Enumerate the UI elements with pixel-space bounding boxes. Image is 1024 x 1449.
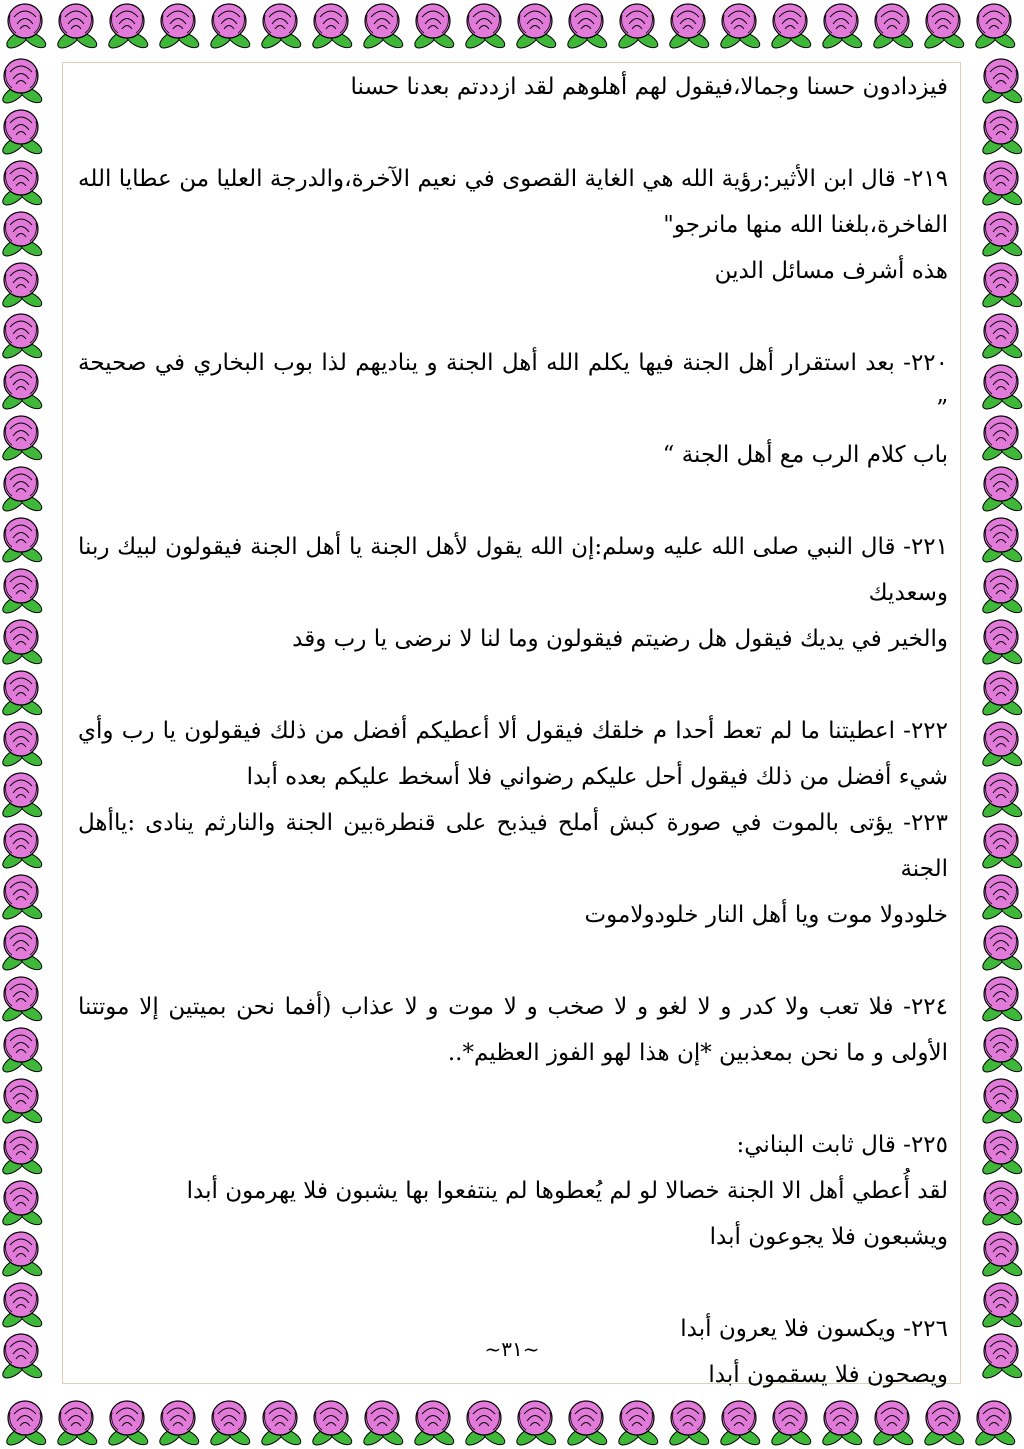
rose-icon [259, 1401, 303, 1448]
text-line: ٢١٩- قال ابن الأثير:رؤية الله هي الغاية القصوى في نعيم الآخرة،والدرجة العليا من عطايا الله [78, 166, 948, 192]
rose-icon [980, 977, 1024, 1024]
text-line: ويشبعون فلا يجوعون أبدا [709, 1224, 948, 1250]
rose-icon [980, 416, 1024, 463]
rose-icon [871, 1401, 915, 1448]
rose-icon [973, 4, 1017, 51]
rose-icon [463, 4, 507, 51]
rose-icon [157, 1401, 201, 1448]
rose-icon [820, 4, 864, 51]
rose-icon [4, 4, 48, 51]
rose-icon [973, 1401, 1017, 1448]
rose-icon [0, 926, 44, 973]
text-line: هذه أشرف مسائل الدين [714, 258, 948, 284]
rose-icon [0, 722, 44, 769]
rose-icon [980, 1283, 1024, 1330]
text-line: ٢٢٦- ويكسون فلا يعرون أبدا [680, 1316, 948, 1342]
rose-icon [980, 875, 1024, 922]
rose-icon [0, 1130, 44, 1177]
rose-icon [0, 365, 44, 412]
rose-icon [616, 4, 660, 51]
rose-icon [0, 569, 44, 616]
rose-icon [980, 722, 1024, 769]
page-number: ~٣١~ [484, 1337, 540, 1361]
rose-icon [514, 1401, 558, 1448]
rose-icon [0, 671, 44, 718]
rose-icon [718, 4, 762, 51]
rose-icon [980, 110, 1024, 157]
rose-icon [55, 1401, 99, 1448]
text-line: ٢٢٠- بعد استقرار أهل الجنة فيها يكلم الله أهل الجنة و يناديهم لذا بوب البخاري في صحيحة ” [78, 350, 948, 422]
rose-icon [55, 4, 99, 51]
text-line: باب كلام الرب مع أهل الجنة “ [662, 442, 948, 468]
rose-icon [0, 161, 44, 208]
rose-icon [0, 1028, 44, 1075]
rose-icon [980, 1028, 1024, 1075]
rose-icon [980, 365, 1024, 412]
rose-icon [980, 263, 1024, 310]
rose-icon [208, 1401, 252, 1448]
rose-icon [980, 161, 1024, 208]
text-line: فيزدادون حسنا وجمالا،فيقول لهم أهلوهم لقد ازددتم بعدنا حسنا [350, 74, 948, 100]
rose-icon [0, 416, 44, 463]
rose-icon [0, 518, 44, 565]
rose-icon [980, 1232, 1024, 1279]
rose-icon [4, 1401, 48, 1448]
rose-icon [0, 977, 44, 1024]
rose-icon [980, 773, 1024, 820]
rose-icon [0, 1181, 44, 1228]
rose-icon [106, 4, 150, 51]
rose-icon [0, 1079, 44, 1126]
rose-icon [980, 314, 1024, 361]
rose-icon [980, 569, 1024, 616]
text-line: الأولى و ما نحن بمعذبين *إن هذا لهو الفوز العظيم*.. [447, 1040, 948, 1066]
rose-icon [310, 1401, 354, 1448]
rose-icon [259, 4, 303, 51]
rose-icon [667, 1401, 711, 1448]
rose-icon [980, 212, 1024, 259]
rose-icon [0, 59, 44, 106]
rose-icon [0, 1283, 44, 1330]
rose-icon [157, 4, 201, 51]
rose-icon [0, 263, 44, 310]
rose-icon [0, 875, 44, 922]
text-line: والخير في يديك فيقول هل رضيتم فيقولون وما لنا لا نرضى يا رب وقد [292, 626, 948, 652]
rose-icon [412, 1401, 456, 1448]
text-line: ٢٢٤- فلا تعب ولا كدر و لا لغو و لا صخب و لا موت و لا عذاب (أفما نحن بميتين إلا موتتنا [78, 994, 948, 1020]
rose-icon [208, 4, 252, 51]
rose-icon [922, 4, 966, 51]
rose-icon [980, 1079, 1024, 1126]
rose-icon [0, 467, 44, 514]
text-line: الفاخرة،بلغنا الله منها مانرجو" [663, 212, 948, 238]
rose-icon [565, 4, 609, 51]
rose-icon [871, 4, 915, 51]
rose-icon [922, 1401, 966, 1448]
rose-icon [0, 212, 44, 259]
rose-icon [0, 1232, 44, 1279]
rose-icon [0, 314, 44, 361]
text-line: ٢٢١- قال النبي صلى الله عليه وسلم:إن الله يقول لأهل الجنة يا أهل الجنة فيقولون لبيك ربنا وسعديك [78, 534, 948, 606]
rose-icon [980, 620, 1024, 667]
rose-icon [616, 1401, 660, 1448]
text-line: ٢٢٥- قال ثابت البناني: [736, 1132, 948, 1158]
text-line: خلودولا موت ويا أهل النار خلودولاموت [584, 902, 948, 928]
rose-icon [769, 1401, 813, 1448]
rose-icon [412, 4, 456, 51]
rose-icon [980, 824, 1024, 871]
rose-icon [514, 4, 558, 51]
rose-icon [463, 1401, 507, 1448]
text-line: ٢٢٢- اعطيتنا ما لم تعط أحدا م خلقك فيقول ألا أعطيكم أفضل من ذلك فيقولون يا رب وأي [78, 718, 948, 744]
rose-icon [310, 4, 354, 51]
rose-icon [361, 1401, 405, 1448]
rose-icon [980, 59, 1024, 106]
text-line: ٢٢٣- يؤتى بالموت في صورة كبش أملح فيذبح على قنطرةبين الجنة والنارثم ينادى :ياأهل الجنة [78, 810, 948, 882]
rose-icon [0, 110, 44, 157]
document-body [78, 64, 948, 1398]
rose-icon [980, 518, 1024, 565]
rose-icon [106, 1401, 150, 1448]
rose-icon [0, 824, 44, 871]
rose-icon [718, 1401, 762, 1448]
rose-icon [980, 1130, 1024, 1177]
rose-icon [0, 620, 44, 667]
rose-icon [361, 4, 405, 51]
rose-icon [980, 926, 1024, 973]
text-line: لقد أُعطي أهل الا الجنة خصالا لو لم يُعطوها لم ينتفعوا بها يشبون فلا يهرمون أبدا [186, 1178, 948, 1204]
rose-icon [980, 671, 1024, 718]
text-line: شيء أفضل من ذلك فيقول أحل عليكم رضواني فلا أسخط عليكم بعده أبدا [246, 764, 948, 790]
rose-icon [980, 467, 1024, 514]
rose-icon [0, 773, 44, 820]
rose-icon [769, 4, 813, 51]
text-line: ويصحون فلا يسقمون أبدا [708, 1362, 948, 1388]
rose-icon [667, 4, 711, 51]
rose-icon [980, 1181, 1024, 1228]
rose-icon [820, 1401, 864, 1448]
rose-icon [565, 1401, 609, 1448]
